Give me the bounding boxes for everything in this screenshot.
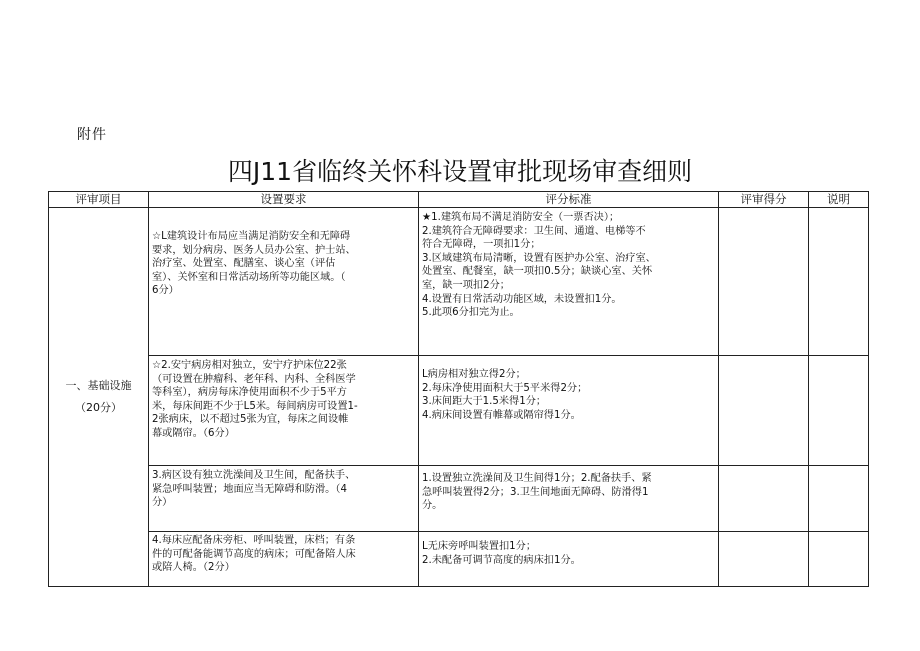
score-cell[interactable] [719, 532, 809, 587]
cell-text-line: 紧急呼叫装置；地面应当无障碍和防滑。（4 [152, 483, 347, 495]
notes-cell[interactable] [809, 356, 869, 466]
score-cell[interactable] [719, 356, 809, 466]
cell-text-line: 2.每床净使用面积大于5平米得2分； [422, 382, 588, 394]
cell-text-line: 6分） [152, 285, 179, 297]
cell-text-line: 幕或隔帘。（6分） [152, 427, 235, 439]
cell-text-line: 2.建筑符合无障碍要求：卫生间、通道、电梯等不 [422, 225, 646, 237]
section-cell [49, 208, 149, 587]
header-notes: 说明 [809, 192, 869, 208]
header-review-item: 评审项目 [49, 192, 149, 208]
requirement-cell [149, 356, 419, 466]
requirement-cell [149, 208, 419, 356]
cell-text-line: ★1.建筑布局不满足消防安全（一票否决）； [422, 212, 620, 223]
notes-cell[interactable] [809, 466, 869, 532]
cell-text-line: 治疗室、处置室、配膳室、谈心室（评估 [152, 258, 336, 270]
score-cell[interactable] [719, 208, 809, 356]
table-row [49, 208, 869, 356]
cell-text-line: 4.设置有日常活动功能区域，未设置扣1分。 [422, 293, 622, 305]
cell-text-line: 要求，划分病房、医务人员办公室、护士站、 [152, 244, 356, 256]
score-cell[interactable] [719, 466, 809, 532]
cell-text-line: 2张病床，以不超过5张为宜，每床之间设帷 [152, 414, 349, 426]
cell-text-line: L病房相对独立得2分； [422, 369, 526, 380]
table-row [49, 466, 869, 532]
cell-text-line: 1.设置独立洗澡间及卫生间得1分；2.配备扶手、紧 [422, 473, 652, 484]
cell-text-line: 4.每床应配备床旁柜、呼叫装置，床档；有条 [152, 535, 356, 546]
header-requirement: 设置要求 [149, 192, 419, 208]
cell-text-line: 件的可配备能调节高度的病床；可配备陪人床 [152, 548, 356, 560]
header-row [49, 192, 869, 208]
table-row [49, 532, 869, 587]
cell-text-line: 3.区域建筑布局清晰，设置有医护办公室、治疗室、 [422, 252, 656, 264]
cell-text-line: 5.此项6分扣完为止。 [422, 307, 520, 319]
cell-text-line: L无床旁呼叫装置扣1分； [422, 541, 537, 552]
notes-cell[interactable] [809, 532, 869, 587]
attachment-label: 附件 [77, 127, 107, 143]
section-name: 一、基础设施 [65, 379, 132, 392]
requirement-cell [149, 532, 419, 587]
cell-text-line: 急呼叫装置得2分；3.卫生间地面无障碍、防滑得1 [422, 486, 649, 498]
requirement-cell [149, 466, 419, 532]
header-score: 评审得分 [719, 192, 809, 208]
notes-cell[interactable] [809, 208, 869, 356]
review-table [48, 191, 869, 587]
cell-text-line: 3.床间距大于1.5米得1分； [422, 396, 547, 408]
cell-text-line: 等科室），病房每床净使用面积不少于5平方 [152, 387, 347, 399]
criteria-cell [419, 466, 719, 532]
section-points: （20分） [75, 401, 122, 414]
cell-text-line: 或陪人椅。（2分） [152, 562, 235, 574]
table-row [49, 356, 869, 466]
cell-text-line: 4.病床间设置有帷幕或隔帘得1分。 [422, 409, 581, 421]
cell-text-line: 符合无障碍，一项扣1分； [422, 239, 541, 251]
cell-text-line: 室）、关怀室和日常活动场所等功能区域。（ [152, 271, 346, 283]
cell-text-line: 3.病区设有独立洗澡间及卫生间，配备扶手、 [152, 470, 356, 481]
cell-text-line: （可设置在肿瘤科、老年科、内科、全科医学 [152, 373, 356, 385]
cell-text-line: 分。 [422, 500, 443, 512]
cell-text-line: 处置室、配餐室，缺一项扣0.5分；缺谈心室、关怀 [422, 266, 653, 278]
cell-text-line: 室，缺一项扣2分； [422, 279, 510, 291]
cell-text-line: 分） [152, 497, 173, 509]
criteria-cell [419, 356, 719, 466]
criteria-cell [419, 208, 719, 356]
document-title: 四J11省临终关怀科设置审批现场审查细则 [227, 157, 693, 186]
cell-text-line: 米，每床间距不少于L5米。每间病房可设置1- [152, 400, 358, 412]
header-criteria: 评分标准 [419, 192, 719, 208]
cell-text-line: ☆L建筑设计布局应当满足消防安全和无障碍 [152, 231, 351, 242]
cell-text-line: ☆2.安宁病房相对独立，安宁疗护床位22张 [152, 360, 347, 371]
criteria-cell [419, 532, 719, 587]
cell-text-line: 2.未配备可调节高度的病床扣1分。 [422, 554, 581, 566]
